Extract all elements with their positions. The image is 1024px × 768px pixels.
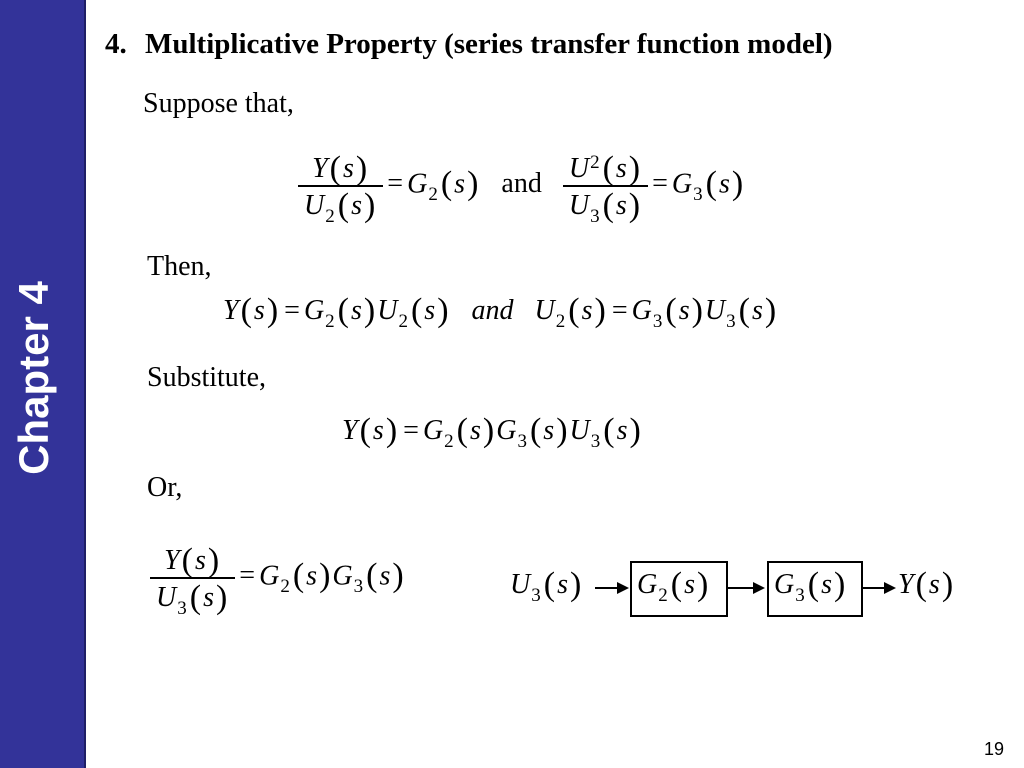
slide-heading	[105, 28, 833, 61]
block-g3-label: $G_3(s)$	[774, 566, 846, 606]
substitute-text: Substitute,	[147, 362, 267, 393]
suppose-text: Suppose that,	[143, 88, 294, 119]
sidebar-divider	[84, 0, 86, 768]
equation-substitute: $Y(s) = G_2(s)G_3(s)U_3(s)$	[342, 412, 641, 452]
fraction-y-over-u3: $\frac{Y(s)}{U_3(s)}$	[150, 542, 235, 614]
equation-definitions: $\frac{Y(s)}{U_2(s)}$ = $G_2(s)$ and $\frac{U^2(s)}{U_3(s)}$ = $G_3(s)$	[298, 150, 745, 222]
chapter-label: Chapter 4	[10, 281, 57, 475]
heading-title: Multiplicative Property (series transfer function model)	[145, 28, 833, 60]
and-word: and	[501, 168, 542, 200]
block-g2-label: $G_2(s)$	[637, 566, 709, 606]
arrow-middle-line	[727, 587, 753, 589]
arrow-output-head	[884, 582, 896, 594]
block-input-u3: $U_3(s)$	[510, 566, 582, 606]
arrow-input-head	[617, 582, 629, 594]
equation-result: $\frac{Y(s)}{U_3(s)}$ = $G_2(s)G_3(s)$	[150, 542, 406, 614]
arrow-middle-head	[753, 582, 765, 594]
fraction-u2-over-u3: $\frac{U^2(s)}{U_3(s)}$	[563, 150, 648, 222]
page-number: 19	[983, 739, 1004, 759]
or-text: Or,	[147, 472, 183, 503]
equation-then: $Y(s) = G_2(s)U_2(s)$ and $U_2(s) = G_3(s)U_3(s)$	[223, 292, 777, 332]
heading-number: 4.	[105, 28, 127, 60]
and-italic-word: and	[471, 295, 514, 326]
arrow-output-line	[862, 587, 884, 589]
fraction-y-over-u2: $\frac{Y(s)}{U_2(s)}$	[298, 150, 383, 222]
block-output-y: Y(s)	[898, 566, 954, 603]
then-text: Then,	[147, 251, 212, 282]
arrow-input-line	[595, 587, 617, 589]
